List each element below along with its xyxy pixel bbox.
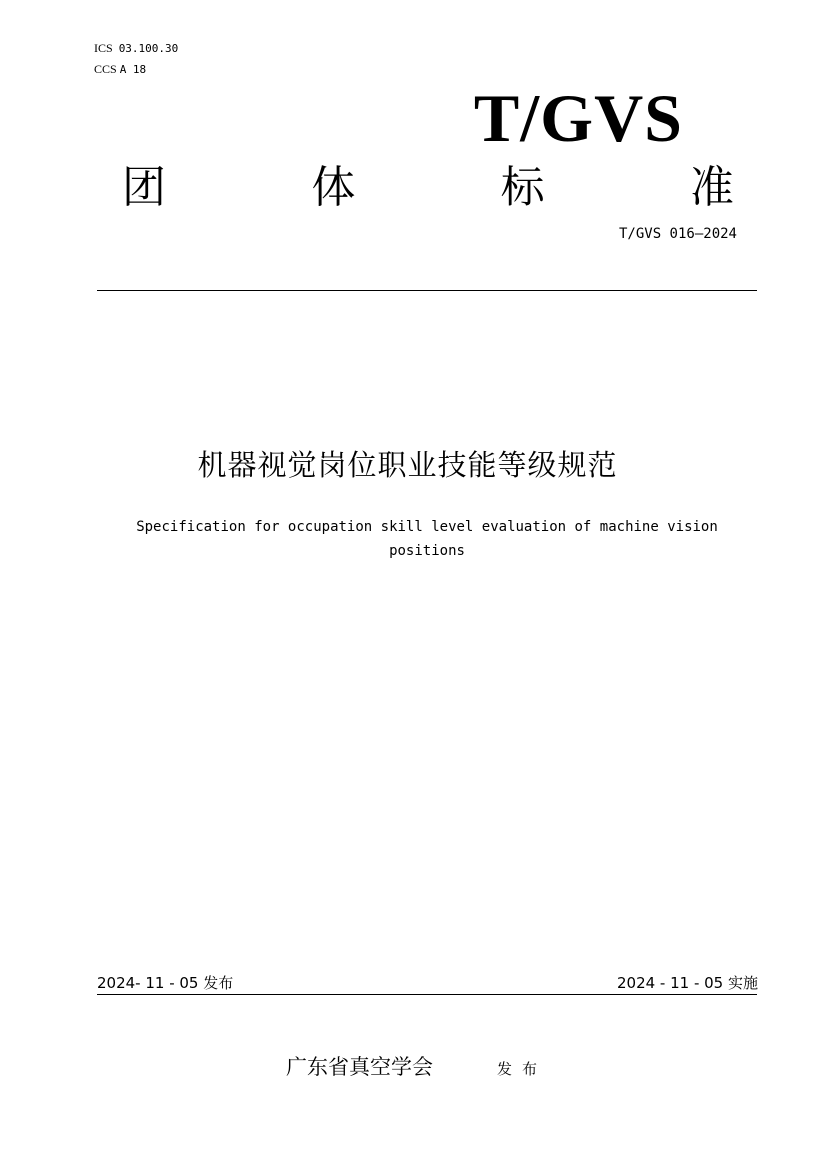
top-divider xyxy=(97,290,757,291)
publisher-name: 广东省真空学会 xyxy=(286,1055,433,1079)
ics-code: 03.100.30 xyxy=(118,42,179,55)
standard-kind-char: 标 xyxy=(500,162,545,213)
implementation-date: 2024 - 11 - 05 实施 xyxy=(616,974,758,992)
ccs-classification xyxy=(94,62,146,77)
standard-kind-char: 准 xyxy=(689,162,734,213)
standard-kind xyxy=(94,158,734,218)
issue-date: 2024- 11 - 05 发布 xyxy=(97,974,234,992)
standard-kind-char: 体 xyxy=(311,162,356,213)
publish-label: 发布 xyxy=(497,1060,548,1078)
standard-kind-char: 团 xyxy=(122,162,166,213)
ics-classification xyxy=(94,41,178,56)
standard-number: T/GVS 016—2024 xyxy=(618,226,737,242)
document-title-cn: 机器视觉岗位职业技能等级规范 xyxy=(197,448,618,482)
organization-code: T/GVS xyxy=(473,80,683,156)
ccs-label: CCS xyxy=(94,62,117,76)
document-title-en: Specification for occupation skill level evaluation of machine vision positions xyxy=(136,519,718,559)
ccs-code: A 18 xyxy=(119,63,147,76)
ics-label: ICS xyxy=(94,41,113,55)
bottom-divider xyxy=(97,994,757,995)
